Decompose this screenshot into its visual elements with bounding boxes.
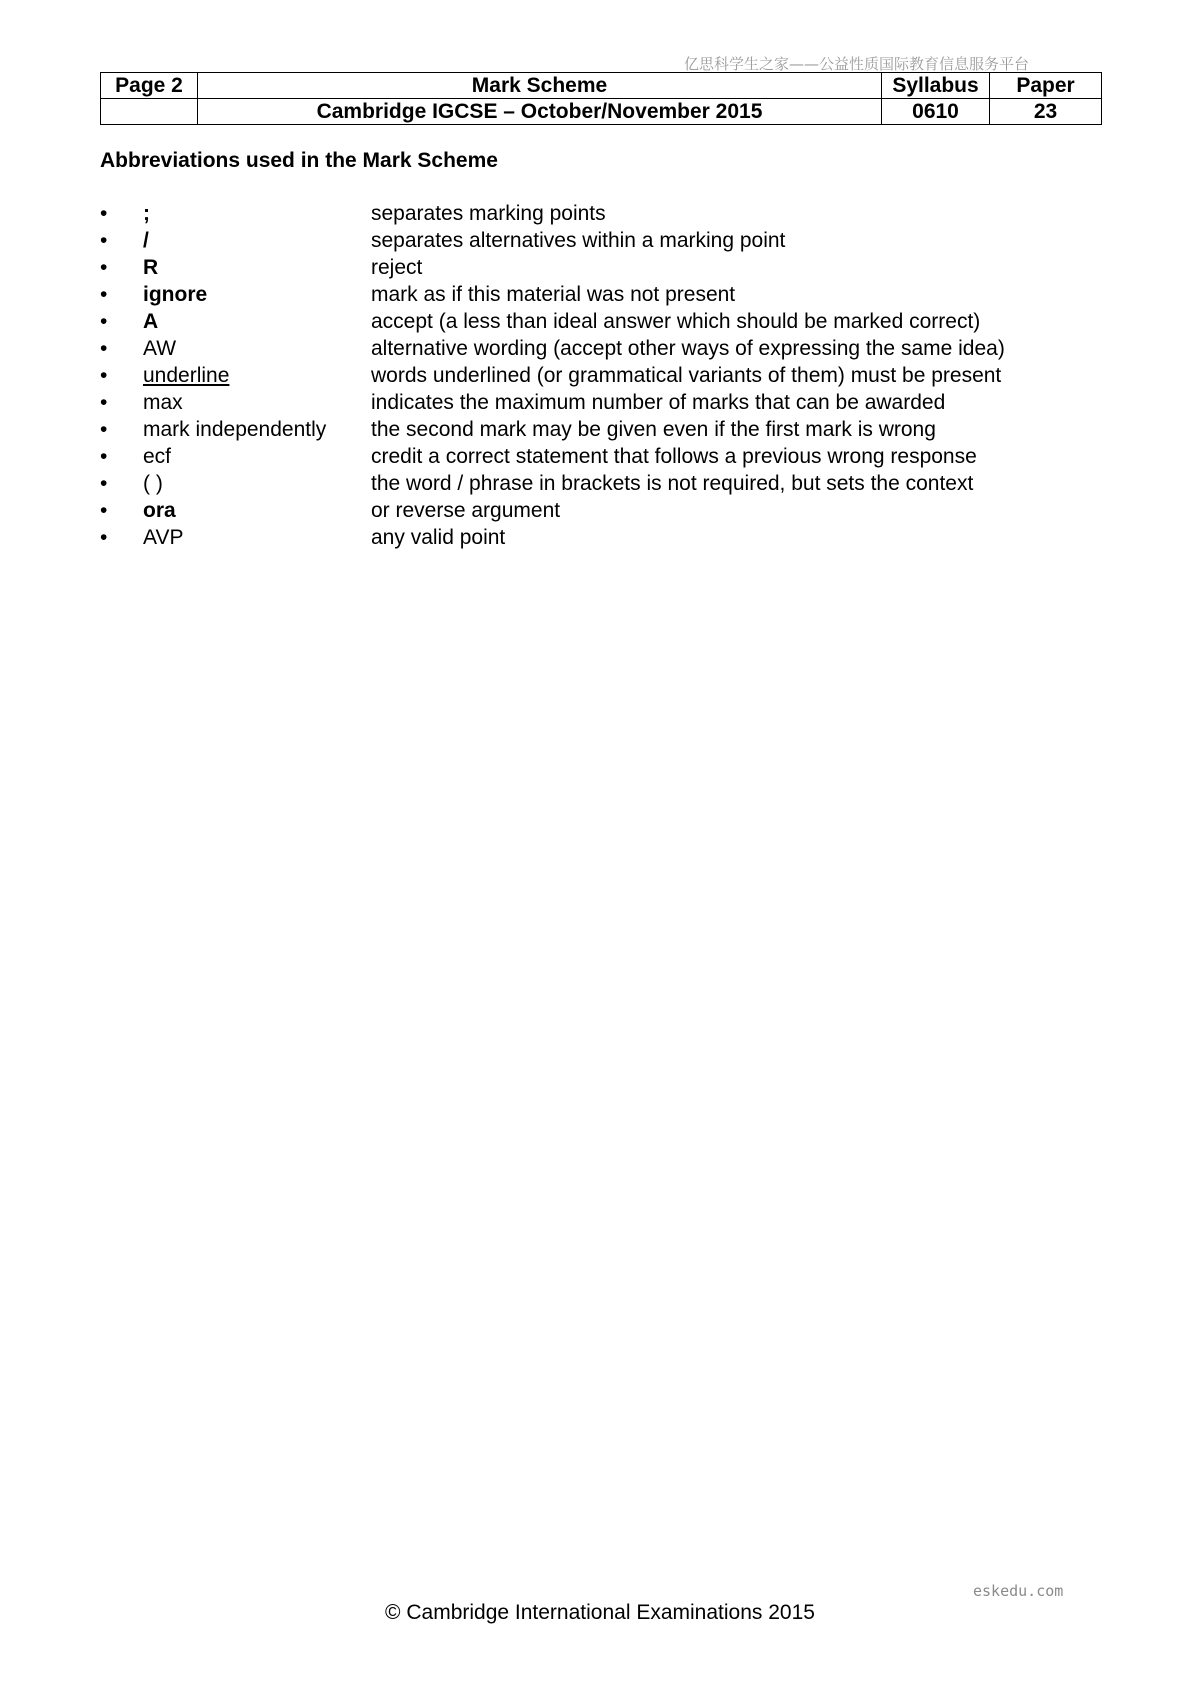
abbreviation-term: ( ) bbox=[143, 472, 163, 495]
abbreviation-meaning: the second mark may be given even if the first mark is wrong bbox=[371, 418, 936, 441]
abbreviation-term: ora bbox=[143, 499, 176, 522]
bullet: • bbox=[100, 472, 108, 495]
bullet: • bbox=[100, 499, 108, 522]
abbreviation-term: AVP bbox=[143, 526, 184, 549]
abbreviation-term: ecf bbox=[143, 445, 172, 468]
watermark-top: 亿思科学生之家——公益性质国际教育信息服务平台 bbox=[684, 55, 1030, 73]
abbreviation-term: ignore bbox=[143, 283, 208, 306]
abbreviation-term: / bbox=[143, 229, 149, 252]
abbreviation-term: R bbox=[143, 256, 159, 279]
document-title: Mark Scheme bbox=[198, 73, 882, 99]
bullet: • bbox=[100, 283, 108, 306]
section-heading: Abbreviations used in the Mark Scheme bbox=[100, 149, 498, 172]
abbreviation-meaning: indicates the maximum number of marks that can be awarded bbox=[371, 391, 946, 414]
header-table bbox=[100, 72, 1102, 125]
bullet: • bbox=[100, 202, 108, 225]
bullet: • bbox=[100, 445, 108, 468]
abbreviation-meaning: separates marking points bbox=[371, 202, 606, 225]
document-subtitle: Cambridge IGCSE – October/November 2015 bbox=[198, 99, 882, 125]
header-row-1 bbox=[101, 73, 1102, 99]
header-row-2 bbox=[101, 99, 1102, 125]
empty-cell bbox=[101, 99, 198, 125]
abbreviation-term: max bbox=[143, 391, 183, 414]
abbreviation-meaning: alternative wording (accept other ways of expressing the same idea) bbox=[371, 337, 1005, 360]
bullet: • bbox=[100, 391, 108, 414]
abbreviation-meaning: any valid point bbox=[371, 526, 506, 549]
bullet: • bbox=[100, 337, 108, 360]
watermark-bottom: eskedu.com bbox=[973, 1582, 1064, 1600]
bullet: • bbox=[100, 526, 108, 549]
bullet: • bbox=[100, 229, 108, 252]
abbreviation-term: ; bbox=[143, 202, 150, 225]
abbreviation-term: A bbox=[143, 310, 159, 333]
footer-copyright: © Cambridge International Examinations 2015 bbox=[385, 1601, 815, 1624]
abbreviation-meaning: accept (a less than ideal answer which should be marked correct) bbox=[371, 310, 981, 333]
syllabus-value: 0610 bbox=[882, 99, 990, 125]
page-number: Page 2 bbox=[101, 73, 198, 99]
paper-label: Paper bbox=[990, 73, 1102, 99]
abbreviation-meaning: mark as if this material was not present bbox=[371, 283, 736, 306]
abbreviation-meaning: separates alternatives within a marking point bbox=[371, 229, 786, 252]
abbreviation-meaning: reject bbox=[371, 256, 423, 279]
abbreviation-term: mark independently bbox=[143, 418, 327, 441]
syllabus-label: Syllabus bbox=[882, 73, 990, 99]
abbreviation-meaning: or reverse argument bbox=[371, 499, 561, 522]
bullet: • bbox=[100, 418, 108, 441]
abbreviation-term: AW bbox=[143, 337, 177, 360]
abbreviation-meaning: words underlined (or grammatical variants of them) must be present bbox=[371, 364, 1002, 387]
abbreviation-meaning: the word / phrase in brackets is not required, but sets the context bbox=[371, 472, 974, 495]
paper-value: 23 bbox=[990, 99, 1102, 125]
abbreviation-term: underline bbox=[143, 364, 230, 387]
bullet: • bbox=[100, 310, 108, 333]
abbreviation-meaning: credit a correct statement that follows a previous wrong response bbox=[371, 445, 977, 468]
bullet: • bbox=[100, 256, 108, 279]
bullet: • bbox=[100, 364, 108, 387]
